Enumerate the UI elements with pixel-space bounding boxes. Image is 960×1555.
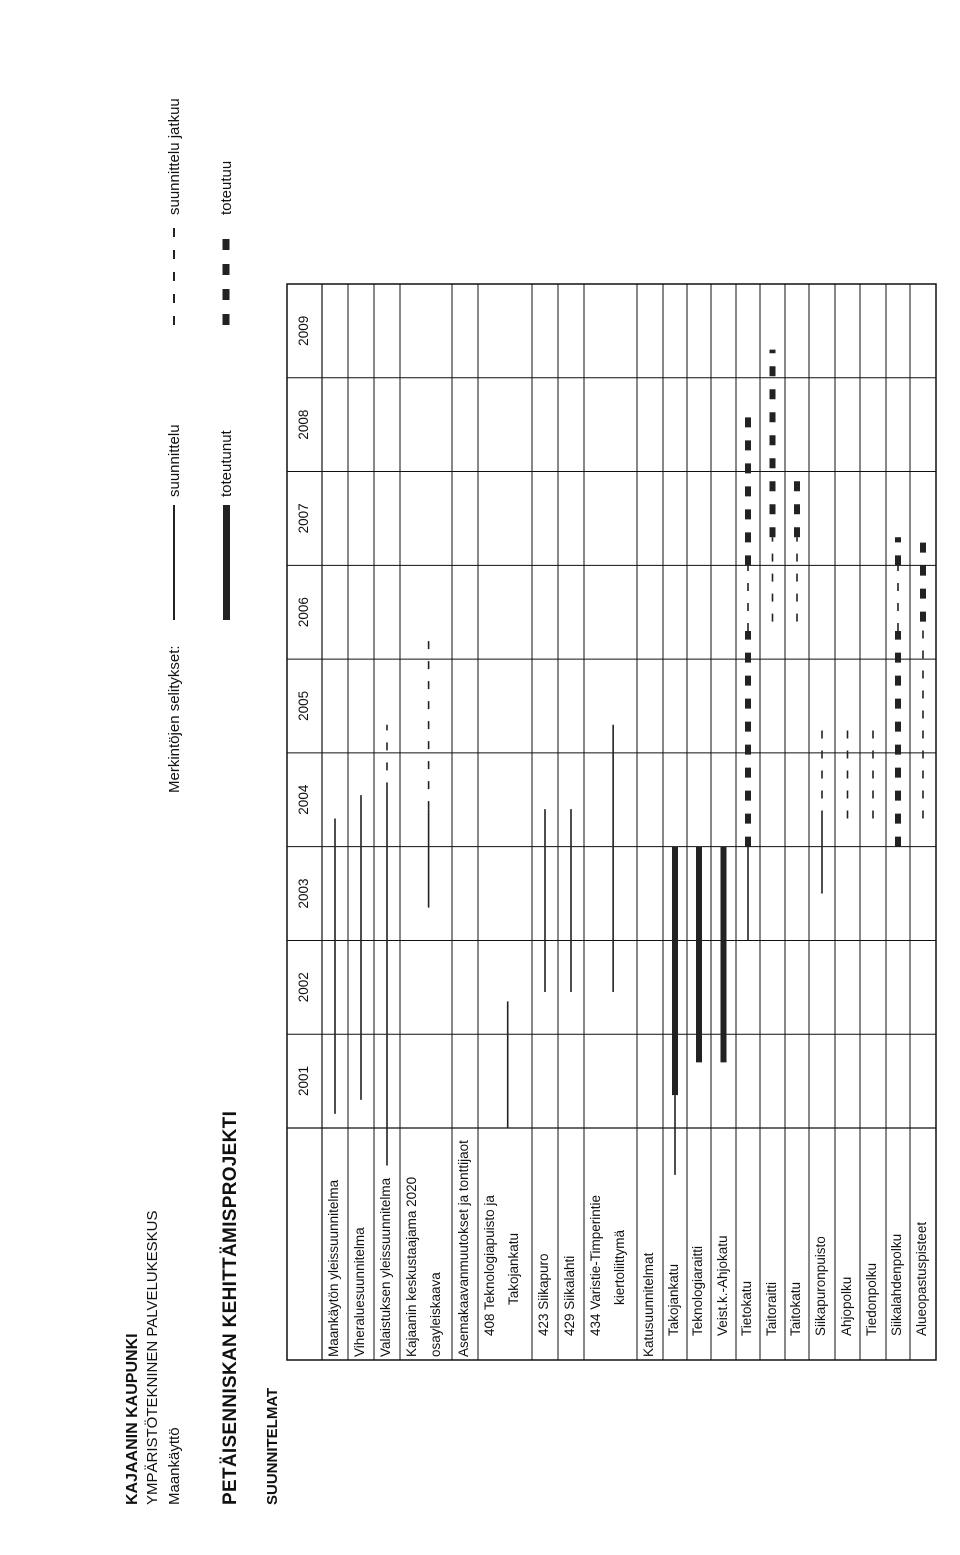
- row-label: Siikalahdenpolku: [889, 1233, 904, 1336]
- legend-item-toteutunut: toteutunut: [218, 430, 235, 497]
- dept-name: YMPÄRISTÖTEKNINEN PALVELUKESKUS: [144, 1210, 161, 1505]
- row-label: Takojankatu: [666, 1263, 681, 1336]
- legend-item-suunnittelu: suunnittelu: [166, 424, 183, 497]
- row-label: 423 Siikapuro: [536, 1253, 551, 1336]
- row-label: Asemakaavanmuutokset ja tonttijaot: [456, 1140, 471, 1357]
- row-label-continued: osayleiskaava: [428, 1272, 443, 1357]
- year-label: 2007: [296, 503, 311, 534]
- row-label: Viheraluesuunnitelma: [352, 1227, 367, 1357]
- year-label: 2009: [296, 315, 311, 346]
- row-label: Taitoraitti: [764, 1281, 779, 1336]
- year-label: 2005: [296, 690, 311, 721]
- row-label: Tiedonpolku: [864, 1262, 879, 1336]
- year-label: 2008: [296, 409, 311, 440]
- row-label: 408 Teknologiapuisto ja: [482, 1195, 497, 1336]
- legend-item-suunnittelu-jatkuu: suunnittelu jatkuu: [166, 98, 183, 215]
- row-label: Ahjopolku: [839, 1276, 854, 1336]
- year-label: 2002: [296, 972, 311, 1003]
- row-label: Alueopastuspisteet: [914, 1221, 929, 1336]
- year-label: 2001: [296, 1065, 311, 1097]
- row-label: Veist.k.-Ahjokatu: [715, 1235, 730, 1336]
- legend-item-toteutuu: toteutuu: [218, 160, 235, 215]
- legend-heading: Merkintöjen selitykset:: [166, 645, 183, 793]
- row-label: Katusuunnitelmat: [641, 1252, 656, 1357]
- row-label: Valaistuksen yleissuunnitelma: [378, 1177, 393, 1357]
- row-label: 429 Siikalahti: [562, 1255, 577, 1336]
- year-label: 2003: [296, 878, 311, 909]
- row-label-continued: kiertoliittymä: [612, 1229, 627, 1305]
- year-label: 2004: [296, 784, 311, 815]
- unit-name: Maankäyttö: [166, 1427, 183, 1505]
- row-label-continued: Takojankatu: [506, 1232, 521, 1305]
- row-label: Maankäytön yleissuunnitelma: [326, 1179, 341, 1357]
- row-label: Tietokatu: [739, 1280, 754, 1336]
- year-label: 2006: [296, 597, 311, 628]
- row-label: Kajaanin keskustaajama 2020: [404, 1176, 419, 1357]
- row-label: Teknologiaraitti: [690, 1245, 705, 1336]
- page-title: PETÄISENNISKAN KEHITTÄMISPROJEKTI: [220, 1110, 241, 1505]
- row-label: 434 Varistie-Timperintie: [588, 1194, 603, 1336]
- row-label: Siikapuronpuisto: [813, 1236, 828, 1336]
- section-title: SUUNNITELMAT: [264, 1387, 281, 1505]
- org-name: KAJAANIN KAUPUNKI: [124, 1333, 141, 1505]
- row-label: Taitokatu: [788, 1281, 803, 1336]
